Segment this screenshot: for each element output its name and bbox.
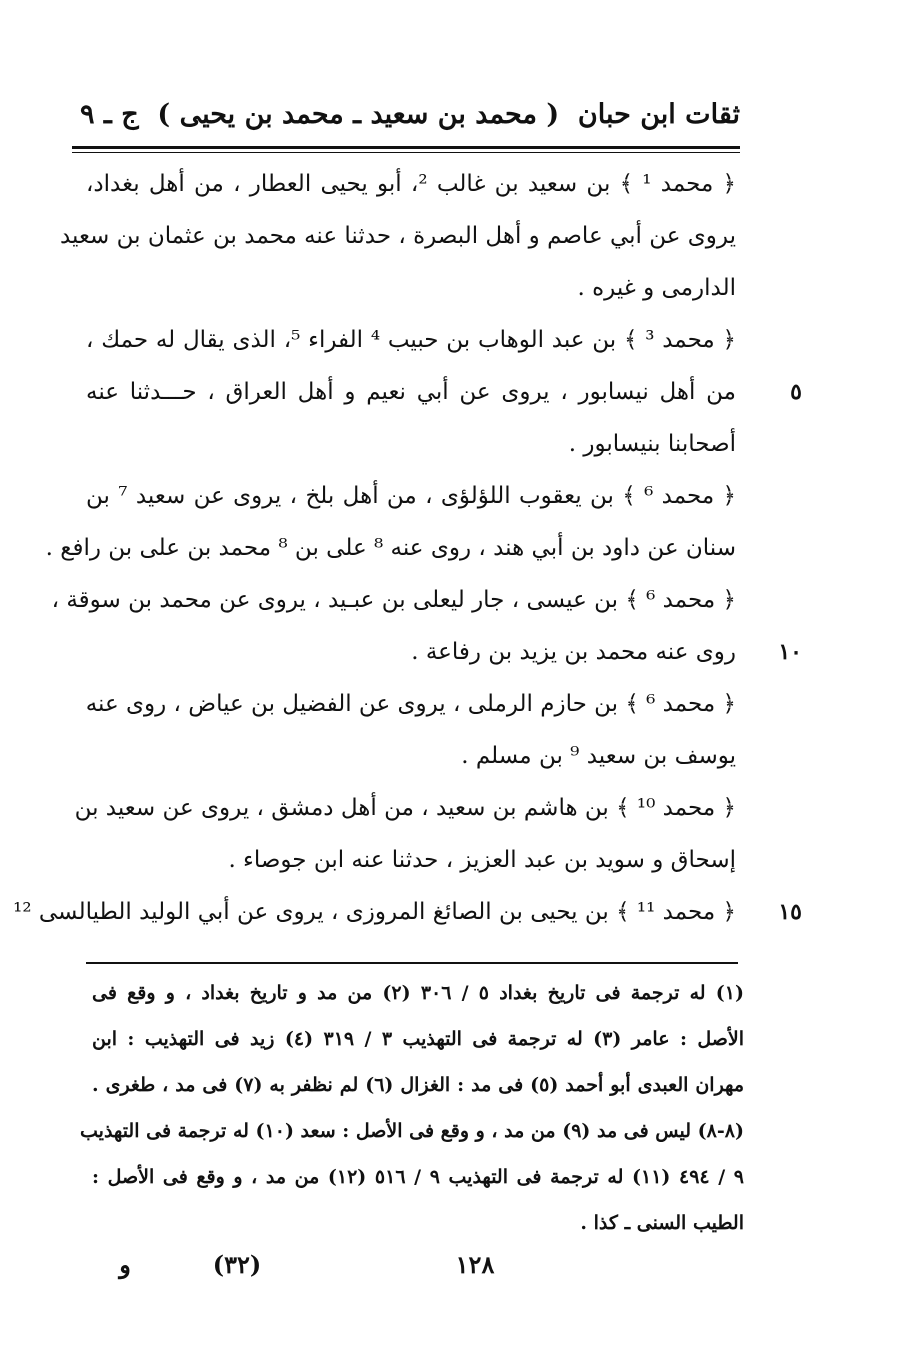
footnote-line: الطيب السنى ـ كذا .: [580, 1212, 744, 1234]
entry-range: ( محمد بن سعيد ـ محمد بن يحيى ): [157, 98, 560, 130]
signature-number: (٣٢): [212, 1250, 262, 1279]
text-line: [86, 678, 736, 730]
text-line-content: سنان عن داود بن أبي هند ، روى عنه ⁸ على بن ⁸ محمد بن على بن رافع .: [45, 535, 736, 561]
header-rule: [72, 146, 740, 149]
book-title: ثقات ابن حبان: [577, 98, 740, 130]
text-line: [86, 834, 736, 886]
main-text: [13, 158, 802, 938]
text-line-content: ﴿ محمد ¹⁰ ﴾ بن هاشم بن سعيد ، من أهل دمشق ، يروى عن سعيد بن: [74, 795, 736, 821]
line-number: ١٠: [778, 639, 802, 665]
text-line: [86, 418, 736, 470]
line-number: ١٥: [778, 899, 802, 925]
footnote-rule: [86, 962, 738, 964]
footnotes: [80, 970, 745, 1246]
text-line-content: الدارمى و غيره .: [577, 275, 736, 301]
text-line-content: يروى عن أبي عاصم و أهل البصرة ، حدثنا عنه محمد بن عثمان بن سعيد: [59, 223, 736, 249]
page-number: ١٢٨: [455, 1250, 495, 1279]
text-line-content: روى عنه محمد بن يزيد بن رفاعة .: [411, 639, 736, 665]
text-line: [51, 574, 736, 626]
line-number: ٥: [790, 379, 802, 405]
text-line: [86, 730, 736, 782]
catchword: و: [119, 1250, 131, 1279]
text-line: [13, 886, 802, 938]
text-line-content: أصحابنا بنيسابور .: [568, 431, 736, 457]
running-header: [80, 92, 740, 136]
footnote-line: ٩ / ٤٩٤ (١١) له ترجمة فى التهذيب ٩ / ٥١٦ (١٢) من مد ، و وقع فى الأصل :: [92, 1166, 745, 1188]
volume-number: ج ـ ٩: [80, 98, 139, 130]
footnote-line: الأصل : عامر (٣) له ترجمة فى التهذيب ٣ / ٣١٩ (٤) زيد فى التهذيب : ابن: [92, 1028, 744, 1050]
text-line: [86, 366, 802, 418]
text-line-content: ﴿ محمد ⁶ ﴾ بن عيسى ، جار ليعلى بن عبـيد ، يروى عن محمد بن سوقة ،: [51, 587, 736, 613]
page-footer: [110, 1250, 495, 1290]
text-line: [59, 210, 736, 262]
text-line-content: ﴿ محمد ¹ ﴾ بن سعيد بن غالب ²، أبو يحيى العطار ، من أهل بغداد،: [86, 171, 736, 197]
text-line: [45, 522, 736, 574]
header-rule-thin: [72, 152, 740, 153]
footnote-line: مهران العبدى أبو أحمد (٥) فى مد : الغزال (٦) لم نظفر به (٧) فى مد ، طغرى .: [92, 1074, 744, 1096]
footnote-line: (٨-٨) ليس فى مد (٩) من مد ، و وقع فى الأصل : سعد (١٠) له ترجمة فى التهذيب: [80, 1120, 744, 1142]
text-line: [86, 262, 736, 314]
text-line: [86, 314, 736, 366]
text-line-content: من أهل نيسابور ، يروى عن أبي نعيم و أهل العراق ، حـــدثنا عنه: [86, 379, 736, 405]
text-line-content: ﴿ محمد ⁶ ﴾ بن حازم الرملى ، يروى عن الفضيل بن عياض ، روى عنه: [85, 691, 736, 717]
text-line: [86, 158, 736, 210]
text-line-content: ﴿ محمد ⁶ ﴾ بن يعقوب اللؤلؤى ، من أهل بلخ ، يروى عن سعيد ⁷ بن: [86, 483, 737, 509]
text-line: [86, 626, 802, 678]
text-line-content: ﴿ محمد ¹¹ ﴾ بن يحيى بن الصائغ المروزى ، يروى عن أبي الوليد الطيالسى ¹²: [13, 899, 736, 925]
text-line-content: ﴿ محمد ³ ﴾ بن عبد الوهاب بن حبيب ⁴ الفراء ⁵، الذى يقال له حمك ،: [86, 327, 736, 353]
text-line-content: يوسف بن سعيد ⁹ بن مسلم .: [461, 743, 736, 769]
footnote-line: (١) له ترجمة فى تاريخ بغداد ٥ / ٣٠٦ (٢) من مد و تاريخ بغداد ، و وقع فى: [92, 982, 745, 1004]
text-line-content: إسحاق و سويد بن عبد العزيز ، حدثنا عنه ابن جوصاء .: [228, 847, 736, 873]
text-line: [74, 782, 736, 834]
text-line: [86, 470, 736, 522]
